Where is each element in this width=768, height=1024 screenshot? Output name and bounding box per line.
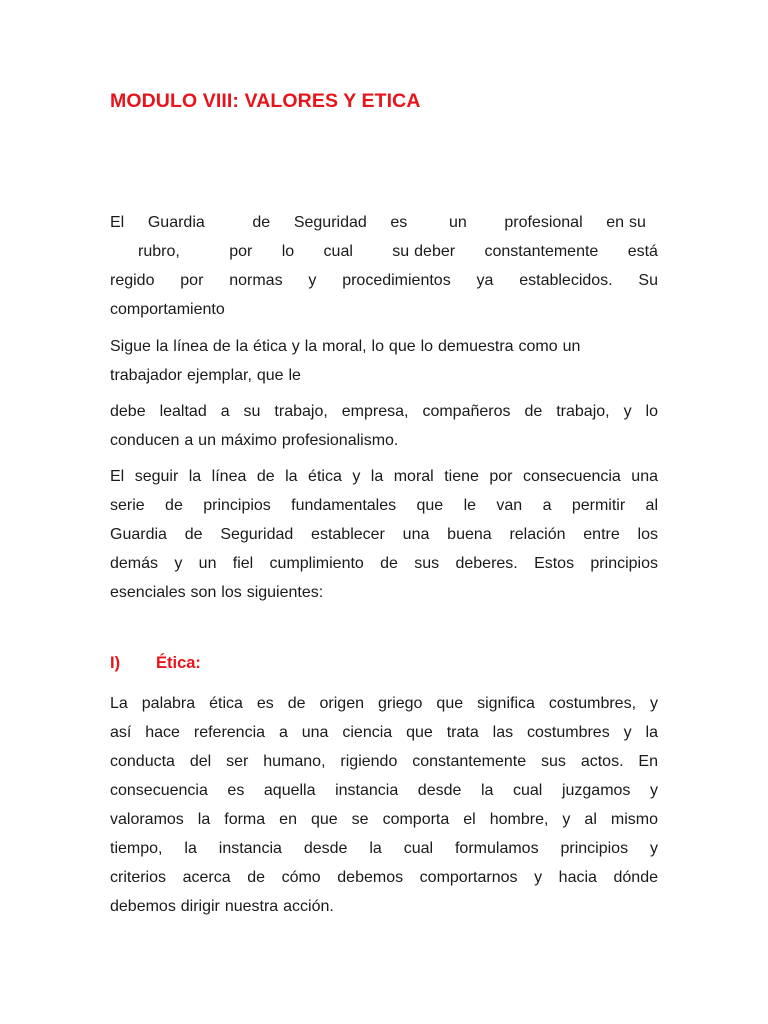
paragraph-line: trabajador ejemplar, que le — [110, 367, 301, 384]
paragraph-line: criterios acerca de cómo debemos comportarnos y hacia dónde — [110, 869, 658, 886]
paragraph-line: debemos dirigir nuestra acción. — [110, 898, 334, 915]
intro-line-4: comportamiento — [110, 301, 225, 318]
intro-word: un — [448, 214, 467, 231]
paragraph-line: esenciales son los siguientes: — [110, 584, 324, 601]
intro-word: es — [390, 214, 408, 231]
paragraph-line: conducen a un máximo profesionalismo. — [110, 432, 399, 449]
paragraph-4 — [110, 462, 658, 607]
intro-word: en su — [606, 214, 646, 231]
intro-line-3: regido por normas y procedimientos ya establecidos. Su — [110, 272, 658, 289]
intro-line-1 — [110, 208, 658, 237]
paragraph-line: consecuencia es aquella instancia desde la cual juzgamos y — [110, 782, 658, 799]
section-number: I) — [110, 654, 121, 672]
intro-word: de — [252, 214, 271, 231]
section-heading — [110, 654, 201, 673]
intro-word: cual — [323, 243, 353, 260]
section-title: Ética: — [156, 654, 201, 672]
intro-word: por — [229, 243, 253, 260]
page-title: MODULO VIII: VALORES Y ETICA — [110, 90, 421, 112]
paragraph-line: El seguir la línea de la ética y la moral tiene por consecuencia una — [110, 468, 658, 485]
paragraph-line: así hace referencia a una ciencia que trata las costumbres y la — [110, 724, 658, 741]
intro-word: lo — [281, 243, 295, 260]
intro-paragraph — [110, 208, 658, 324]
paragraph-line: serie de principios fundamentales que le van a permitir al — [110, 497, 658, 514]
paragraph-2 — [110, 332, 658, 390]
paragraph-line: debe lealtad a su trabajo, empresa, compañeros de trabajo, y lo — [110, 403, 658, 420]
intro-word: Guardia — [147, 214, 205, 231]
intro-line-2 — [110, 237, 658, 266]
paragraph-line: conducta del ser humano, rigiendo constantemente sus actos. En — [110, 753, 658, 770]
paragraph-3 — [110, 397, 658, 455]
paragraph-line: demás y un fiel cumplimiento de sus deberes. Estos principios — [110, 555, 658, 572]
paragraph-line: tiempo, la instancia desde la cual formulamos principios y — [110, 840, 658, 857]
intro-word: su deber — [392, 243, 456, 260]
paragraph-line: La palabra ética es de origen griego que significa costumbres, y — [110, 695, 658, 712]
intro-word: El — [110, 214, 125, 231]
intro-word: está — [627, 243, 658, 260]
paragraph-line: Guardia de Seguridad establecer una buena relación entre los — [110, 526, 658, 543]
intro-word: profesional — [504, 214, 583, 231]
intro-word: Seguridad — [293, 214, 367, 231]
intro-word: constantemente — [484, 243, 599, 260]
paragraph-line: Sigue la línea de la ética y la moral, lo que lo demuestra como un — [110, 338, 581, 355]
paragraph-line: valoramos la forma en que se comporta el hombre, y al mismo — [110, 811, 658, 828]
paragraph-5 — [110, 689, 658, 921]
intro-word: rubro, — [138, 243, 180, 260]
